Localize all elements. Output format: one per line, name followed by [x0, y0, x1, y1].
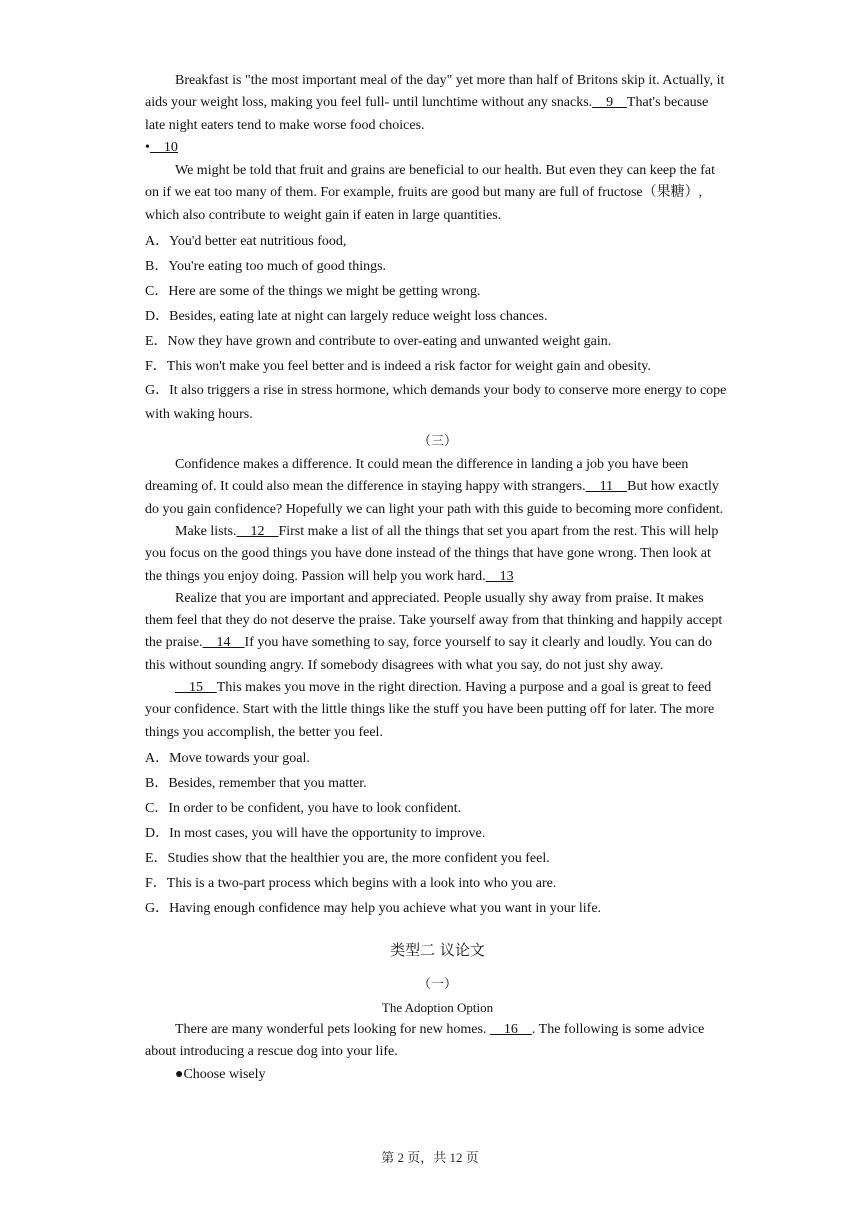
option-d: D．Besides, eating late at night can largely reduce weight loss chances.: [145, 309, 548, 325]
bullet-line-10: [145, 137, 730, 159]
blank-14: 14: [202, 635, 245, 651]
page-footer: 第 2 页，共 12 页: [381, 1150, 479, 1165]
paragraph-realize: [145, 588, 730, 677]
option-f: F．This is a two-part process which begins with a look into who you are.: [145, 875, 557, 891]
option-c: C．In order to be confident, you have to look confident.: [145, 800, 462, 816]
page-content: [145, 70, 730, 1086]
blank-11: 11: [585, 479, 628, 495]
paragraph-make-lists: [145, 521, 730, 588]
option-c: C．Here are some of the things we might be getting wrong.: [145, 284, 481, 300]
option-g: G．It also triggers a rise in stress hormone, which demands your body to conserve more energy to cope with waking hours.: [145, 383, 727, 423]
option-f: F．This won't make you feel better and is indeed a risk factor for weight gain and obesity.: [145, 359, 651, 375]
paragraph-text: Realize that you are important and appreciated. People usually shy away from praise. It makes them feel that they do not deserve the praise. Take yourself away from that thinking and happily accept the praise.: [145, 590, 723, 651]
blank-13: 13: [485, 568, 514, 584]
paragraph-text: But how exactly do you gain confidence? Hopefully we can light your path with this guide to becoming more confident.: [145, 479, 724, 517]
bullet-icon: •: [145, 139, 150, 155]
paragraph-text: Make lists.: [175, 523, 237, 539]
options-passage2: [145, 229, 730, 427]
blank-9: 9: [592, 95, 627, 111]
blank-12: 12: [236, 523, 279, 539]
paragraph-text: Breakfast is "the most important meal of the day" yet more than half of Britons skip it. Actually, it aids your weight loss, making you feel full- until lunchtime without any snacks.: [145, 73, 725, 111]
blank-16: 16: [489, 1021, 532, 1037]
options-passage3: [145, 746, 730, 921]
passage-title: The Adoption Option: [381, 999, 494, 1015]
option-b: B．Besides, remember that you matter.: [145, 775, 367, 791]
paragraph-adoption: [145, 1019, 730, 1064]
paragraph-text: First make a list of all the things that set you apart from the rest. This will help you focus on the good things you have done instead of the things that have gone wrong. Then look at the things you enjoy doing. Passion will help you work hard.: [145, 523, 719, 584]
option-a: A．You'd better eat nutritious food,: [145, 234, 347, 250]
paragraph-text: If you have something to say, force yourself to say it clearly and loudly. You can do this without sounding angry. If somebody disagrees with what you say, do not just shy away.: [145, 635, 712, 673]
section-heading-1: （一）: [417, 975, 457, 991]
option-d: D．In most cases, you will have the opportunity to improve.: [145, 825, 486, 841]
blank-15: 15: [175, 680, 217, 696]
paragraph-fruit: We might be told that fruit and grains are beneficial to our health. But even they can keep the fat on if we eat too many of them. For example, fruits are good but many are full of fructose（果糖）, which also contribute to weight gain if eaten in large quantities.: [145, 163, 716, 223]
paragraph-text: Confidence makes a difference. It could mean the difference in landing a job you have been dreaming of. It could also mean the difference in staying happy with strangers.: [145, 457, 689, 495]
paragraph-text: There are many wonderful pets looking for new homes.: [175, 1021, 490, 1037]
type-title: 类型二 议论文: [390, 940, 485, 959]
option-g: G．Having enough confidence may help you achieve what you want in your life.: [145, 900, 602, 916]
option-a: A．Move towards your goal.: [145, 750, 310, 766]
option-e: E．Now they have grown and contribute to over-eating and unwanted weight gain.: [145, 334, 612, 350]
option-e: E．Studies show that the healthier you are, the more confident you feel.: [145, 850, 550, 866]
paragraph-text: This makes you move in the right direction. Having a purpose and a goal is great to feed your confidence. Start with the little things like the stuff you have been putting off for later. The more things you accomplish, the better you feel.: [145, 680, 715, 740]
paragraph-purpose: [145, 677, 730, 744]
blank-10: 10: [149, 139, 178, 155]
paragraph-breakfast: [145, 70, 730, 137]
paragraph-text: That's because late night eaters tend to make worse food choices.: [145, 95, 709, 133]
section-heading-3: （三）: [417, 433, 457, 449]
option-b: B．You're eating too much of good things.: [145, 259, 387, 275]
paragraph-text: . The following is some advice about introducing a rescue dog into your life.: [145, 1021, 705, 1060]
bullet-choose-wisely: ●Choose wisely: [175, 1066, 266, 1082]
paragraph-confidence: [145, 454, 730, 521]
